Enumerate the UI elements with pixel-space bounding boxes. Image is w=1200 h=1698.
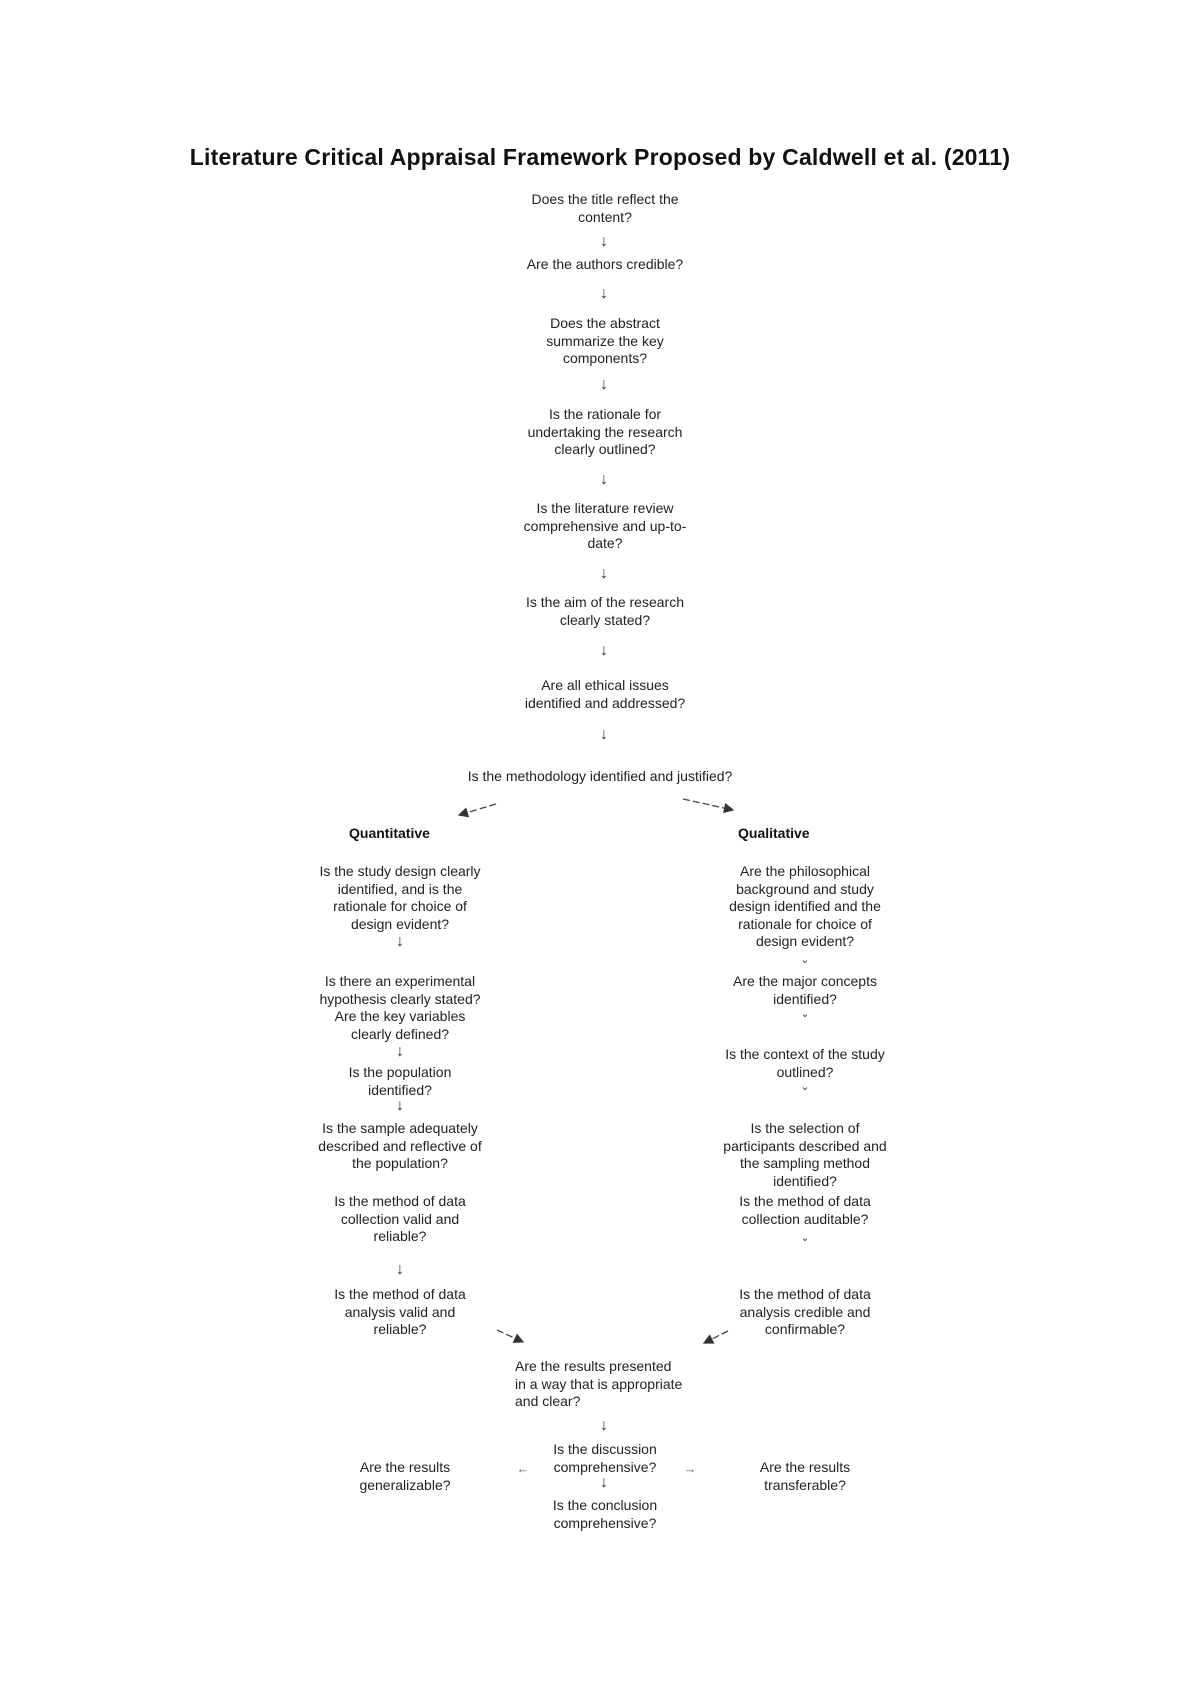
quant-step-sample: Is the sample adequately described and reflective of the population? [318, 1120, 482, 1171]
quant-step-hypothesis: Is there an experimental hypothesis clearly stated? Are the key variables clearly defined? [319, 973, 481, 1042]
qual-step-study-context: Is the context of the study outlined? [725, 1046, 885, 1080]
step-generalizable: Are the results generalizable? [359, 1459, 451, 1493]
step-transferable: Are the results transferable? [759, 1459, 851, 1493]
qual-step-major-concepts: Are the major concepts identified? [733, 973, 877, 1007]
step-research-aim: Is the aim of the research clearly stated? [526, 594, 684, 628]
chevron-down-icon: ⌄ [800, 954, 810, 966]
down-arrow-icon: ↓ [600, 233, 608, 250]
down-arrow-icon: ↓ [600, 285, 608, 302]
diagram-title: Literature Critical Appraisal Framework Proposed by Caldwell et al. (2011) [189, 144, 1011, 170]
step-results-presented: Are the results presented in a way that is appropriate and clear? [515, 1358, 683, 1409]
qual-step-data-collection: Is the method of data collection auditable? [739, 1193, 871, 1227]
down-arrow-icon: ↓ [600, 1474, 608, 1491]
quantitative-heading: Quantitative [349, 825, 430, 841]
left-arrow-icon: ← [516, 1461, 530, 1476]
qual-step-participant-selection: Is the selection of participants described and the sampling method identified? [723, 1120, 887, 1189]
down-arrow-icon: ↓ [396, 1043, 404, 1060]
qual-step-data-analysis: Is the method of data analysis credible and confirmable? [739, 1286, 871, 1337]
step-ethical-issues: Are all ethical issues identified and addressed? [524, 677, 686, 711]
branch-arrow-quantitative [459, 804, 496, 815]
down-arrow-icon: ↓ [600, 376, 608, 393]
qualitative-heading: Qualitative [738, 825, 810, 841]
chevron-down-icon: ⌄ [800, 1008, 810, 1020]
step-literature-review: Is the literature review comprehensive and up-to- date? [523, 500, 687, 551]
step-conclusion: Is the conclusion comprehensive? [552, 1497, 658, 1531]
down-arrow-icon: ↓ [600, 642, 608, 659]
step-methodology: Is the methodology identified and justified? [467, 768, 733, 784]
chevron-down-icon: ⌄ [800, 1081, 810, 1093]
qual-step-philosophical-background: Are the philosophical background and study design identified and the rationale for choice of design evident? [729, 863, 881, 949]
step-discussion: Is the discussion comprehensive? [553, 1441, 657, 1475]
quant-step-population: Is the population identified? [348, 1064, 452, 1098]
down-arrow-icon: ↓ [600, 471, 608, 488]
right-arrow-icon: → [683, 1461, 697, 1476]
step-title-reflects-content: Does the title reflect the content? [531, 191, 679, 225]
quant-step-study-design: Is the study design clearly identified, and is the rationale for choice of design evident? [319, 863, 481, 932]
down-arrow-icon: ↓ [600, 726, 608, 743]
down-arrow-icon: ↓ [396, 1261, 404, 1278]
branch-arrow-qualitative [683, 799, 733, 810]
chevron-down-icon: ⌄ [800, 1232, 810, 1244]
step-authors-credible: Are the authors credible? [526, 256, 684, 272]
step-abstract-summary: Does the abstract summarize the key components? [546, 315, 664, 366]
down-arrow-icon: ↓ [396, 1097, 404, 1114]
step-rationale-outlined: Is the rationale for undertaking the research clearly outlined? [527, 406, 683, 457]
down-arrow-icon: ↓ [396, 933, 404, 950]
down-arrow-icon: ↓ [600, 1417, 608, 1434]
quant-step-data-collection: Is the method of data collection valid and reliable? [334, 1193, 466, 1244]
down-arrow-icon: ↓ [600, 565, 608, 582]
quant-step-data-analysis: Is the method of data analysis valid and reliable? [334, 1286, 466, 1337]
